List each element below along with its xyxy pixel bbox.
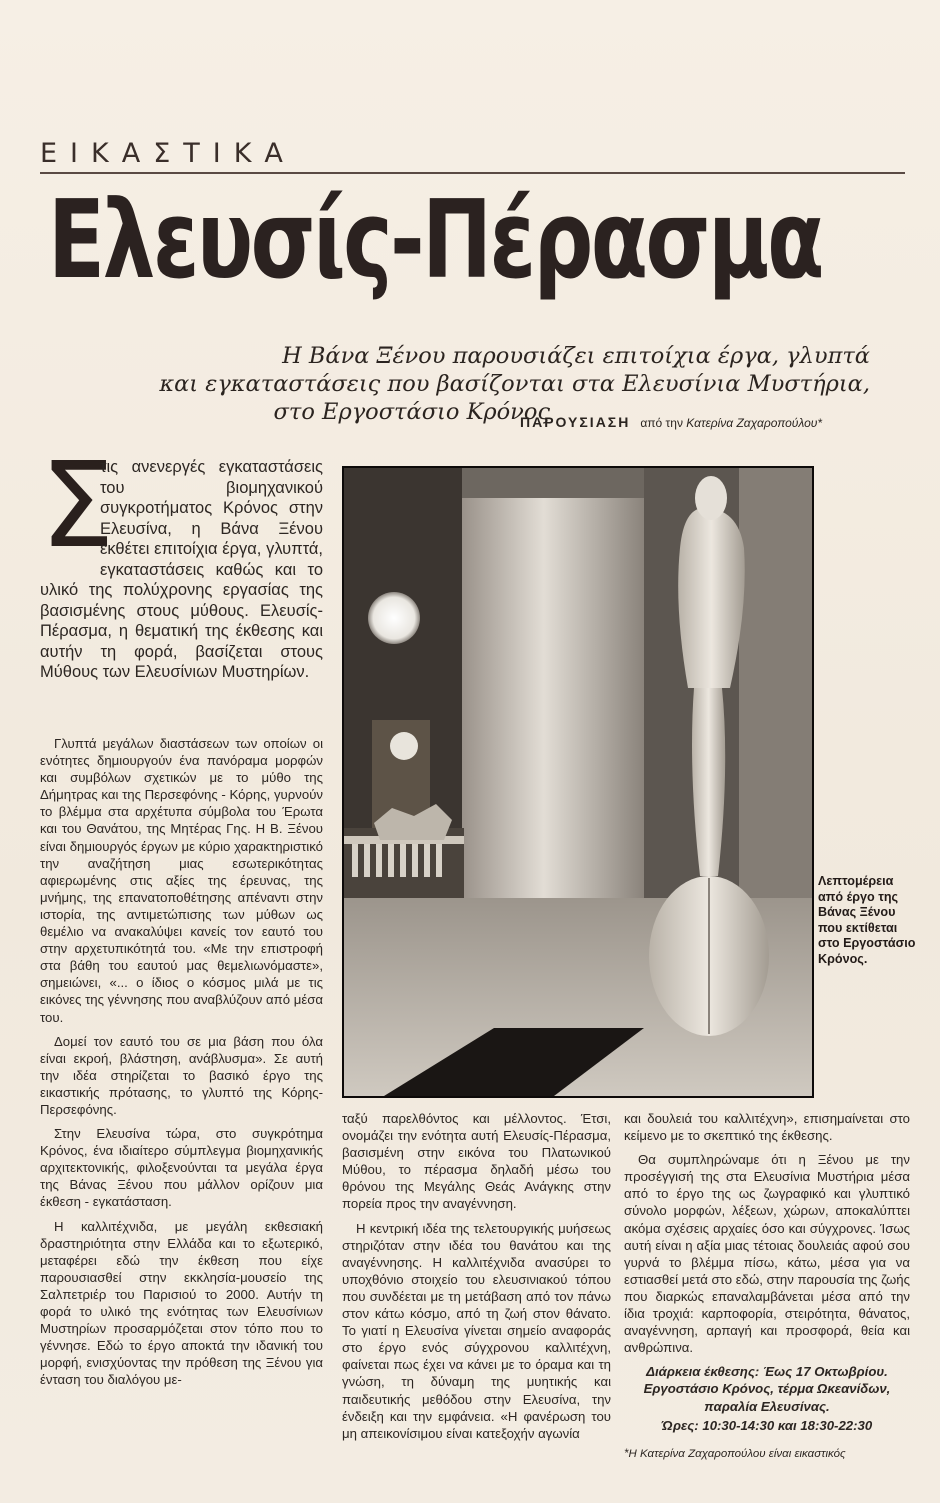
sculpture-figure-torso <box>678 508 745 688</box>
headline: Ελευσίς-Πέρασμα <box>48 178 822 303</box>
subtitle-line: στο Εργοστάσιο Κρόνος <box>273 399 550 425</box>
byline-author: Κατερίνα Ζαχαροπούλου* <box>686 416 823 430</box>
paragraph: Γλυπτά μεγάλων διαστάσεων των οποίων οι ενότητες δημιουργούν ένα πανόραμα μορφών και συμβόλων σχετικών με το μύθο της Δήμητρας και της Περσεφόνης - Κόρης, γυρνούν το βλέμμα στα αρχέτυπα σύμβολα του Έρωτα και του Θανάτου, της Μητέρας Γης. Η Β. Ξένου είναι δημιουργός έργων με κύριο χαρακτηριστικό την αναζήτηση μιας εσωτερικότητας αφιερωμένης στις αξίες της έρευνας, της μνήμης, της επανατοποθέτησης απέναντι στην ιστορία, της αντιμετώπισης των μύθων ως θεμέλιο να ανακαλύψει κανείς τον εαυτό του στην αρχετυπικότητά του. «Με την επιστροφή στα βάθη του εαυτού μας θεμελιωνόμαστε», σημειώνει, «... ο ίδιος ο κόσμος μιλά με τις εικόνες της γέννησης που αναβλύζουν από μέσα του. <box>40 736 323 1025</box>
sculpture-figure-head <box>695 476 727 520</box>
subtitle-line: και εγκαταστάσεις που βασίζονται στα Ελευσίνια Μυστήρια, <box>159 371 870 397</box>
rubric-divider <box>40 172 905 174</box>
paragraph: Δομεί τον εαυτό του σε μια βάση που όλα είναι εκροή, βλάστηση, ανάβλυσμα». Σε αυτή την ιδέα στηρίζεται το βασικό έργο της εικαστικής πρότασης, το γλυπτό της Κόρης-Περσεφόνης. <box>40 1033 323 1117</box>
article-column-3 <box>624 1110 910 1463</box>
byline-label: ΠΑΡΟΥΣΙΑΣΗ <box>520 414 631 430</box>
drop-cap: Σ <box>40 436 115 574</box>
paragraph: Θα συμπληρώναμε ότι η Ξένου με την προσέγγισή της στα Ελευσίνια Μυστήρια μέσα από το έργο της ως ζωγραφικό και γλυπτικό σύνολο μορφών, λέξεων, χώρων, αποκαλύπτει ακόμα σχέσεις αρχαίες όσο και σύγχρονες. Ίσως αυτή είναι η αξία μιας τέτοιας δουλειάς αφού σου γυρνά το βλέμμα πίσω, κάτω, μέσα για να εστιασθεί μετά στο εδώ, στην παρουσία της ζωής που διαρκώς επαναλαμβάνεται μέσα από την ίδια τροχιά: καρποφορία, στειρότητα, θάνατος, αναγέννηση, αρπαγή και προσφορά, θεία και ανθρώπινα. <box>624 1152 910 1356</box>
author-footnote: *Η Κατερίνα Ζαχαροπούλου είναι εικαστικός <box>624 1447 846 1460</box>
photo-illustration <box>344 468 812 1096</box>
paragraph: Στην Ελευσίνα τώρα, στο συγκρότημα Κρόνος, ένα ιδιαίτερο σύμπλεγμα βιομηχανικής αρχιτεκτονικής, φιλοξενούνται τα μεγάλα έργα της Βάνας Ξένου που μάλλον ορίζουν μια έκθεση - εγκατάσταση. <box>40 1126 323 1210</box>
exhibition-duration: Διάρκεια έκθεσης: Έως 17 Οκτωβρίου. Εργοστάσιο Κρόνος, τέρμα Ωκεανίδων, παραλία Ελευσίνας. <box>643 1364 891 1414</box>
lead-text: τις ανενεργές εγκαταστάσεις του βιομηχανικού συγκροτήματος Κρόνος στην Ελευσίνα, η Βάνα Ξένου εκθέτει επιτοίχια έργα, γλυπτά, εγκαταστάσεις καθώς και το υλικό της πολύχρονης εργασίας της βασισμένης στους μύθους. Ελευσίς-Πέρασμα, η θεματική της έκθεσης και αυτήν τη φορά, βασίζεται στους Μύθους των Ελευσίνιων Μυστηρίων. <box>40 458 323 681</box>
paragraph: Η κεντρική ιδέα της τελετουργικής μυήσεως στηριζόταν στην ιδέα του θανάτου και της αναγέννησης. Η καλλιτέχνιδα ανασύρει το υποχθόνιο στοιχείο του ελευσινιακού τόπου που συνδέεται με τη μετάβαση από τον πάνω στον κάτω κόσμο, από τη ζωή στον θάνατο. Το γιατί η Ελευσίνα γίνεται σημείο αναφοράς στο έργο ενός σύγχρονου καλλιτέχνη, φαίνεται πως έχει να κάνει με το όραμα και τη γνώση, τη δύναμη της μυητικής και παιδευτικής μεθόδου στην Ελευσίνα, την ένδειξη και την εμφάνεια. «Η φανέρωση του μη απεικονίσιμου είναι κατεξοχήν αγωνία <box>342 1220 611 1441</box>
byline-prefix: από την <box>640 416 683 430</box>
paragraph: και δουλειά του καλλιτέχνη», επισημαίνεται στο κείμενο με το σκεπτικό της έκθεσης. <box>624 1111 910 1144</box>
paragraph: Η καλλιτέχνιδα, με μεγάλη εκθεσιακή δραστηριότητα στην Ελλάδα και το εξωτερικό, μεταφέρει εδώ την έκθεση που είχε παρουσιασθεί στην εκκλησία-μουσείο της Σαλπετριέρ του Παρισιού το 2000. Αυτήν τη φορά το υλικό της ενότητας των Ελευσίνιων Μυστηρίων προσαρμόζεται στον τόπο που το γέννησε. Εδώ το έργο αποκτά την ιδανική του μορφή, ενισχύοντας την πρόθεση της Ξένου για ένταση του διαλόγου με- <box>40 1218 323 1388</box>
exhibition-hours: Ώρες: 10:30-14:30 και 18:30-22:30 <box>661 1417 873 1433</box>
exhibition-photo <box>342 466 814 1098</box>
lead-paragraph <box>40 436 323 683</box>
concrete-pillar <box>462 468 644 908</box>
section-rubric: ΕΙΚΑΣΤΙΚΑ <box>40 138 296 169</box>
article-column-2 <box>342 1110 611 1449</box>
photo-caption: Λεπτομέρεια από έργο της Βάνας Ξένου που εκτίθεται στο Εργοστάσιο Κρόνος. <box>818 874 916 966</box>
byline <box>520 414 822 430</box>
article-column-1 <box>40 735 323 1395</box>
subtitle-line: Η Βάνα Ξένου παρουσιάζει επιτοίχια έργα, γλυπτά <box>282 343 870 369</box>
paragraph: ταξύ παρελθόντος και μέλλοντος. Έτσι, ονομάζει την ενότητα αυτή Ελευσίς-Πέρασμα, βασισμένη στην εικόνα του Πλατωνικού Μύθου, το πέρασμα δηλαδή μέσω του θρόνου της Μεγάλης Θεάς Ανάγκης στην πορεία προς την αναγέννηση. <box>342 1111 611 1212</box>
round-window <box>368 592 420 644</box>
exhibition-info <box>624 1363 910 1433</box>
